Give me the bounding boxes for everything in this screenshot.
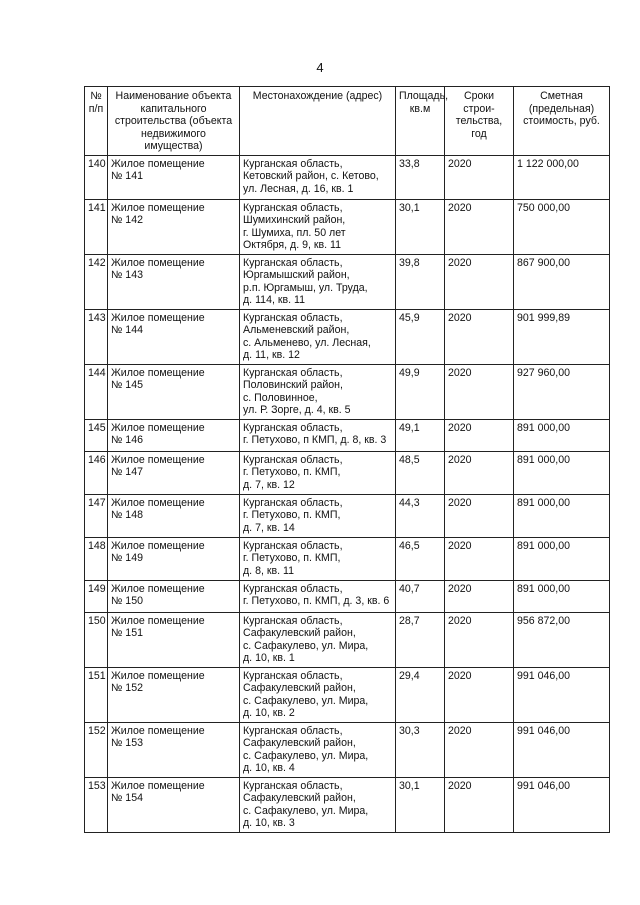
row-term: 2020 (445, 451, 514, 494)
address-line: Курганская область, (243, 582, 343, 595)
row-term: 2020 (445, 199, 514, 254)
row-area: 30,1 (396, 777, 445, 832)
name-line: № 143 (111, 269, 143, 281)
row-number: 152 (85, 722, 108, 777)
table-row (85, 494, 610, 537)
row-name (108, 777, 240, 832)
row-area: 40,7 (396, 580, 445, 612)
row-name (108, 309, 240, 364)
name-line: № 144 (111, 324, 143, 336)
name-line: № 149 (111, 552, 143, 564)
row-name (108, 612, 240, 667)
address-line: ул. Лесная, д. 16, кв. 1 (243, 182, 354, 195)
row-address (240, 309, 396, 364)
table-row (85, 155, 610, 199)
row-name (108, 419, 240, 451)
row-term: 2020 (445, 612, 514, 667)
address-line: с. Половинное, (243, 391, 318, 404)
name-line: Жилое помещение (111, 366, 205, 379)
address-line: г. Петухово, п. КМП, (243, 509, 341, 521)
header-name: Наименование объекта капитального строительства (объекта недвижимого имущества) (108, 87, 240, 156)
row-address (240, 254, 396, 309)
address-line: Курганская область, (243, 311, 343, 324)
row-name (108, 199, 240, 254)
table-row (85, 612, 610, 667)
row-term: 2020 (445, 722, 514, 777)
row-area: 48,5 (396, 451, 445, 494)
row-number: 145 (85, 419, 108, 451)
row-area: 46,5 (396, 537, 445, 580)
address-line: г. Петухово, п. КМП, (243, 466, 341, 478)
table-row (85, 309, 610, 364)
row-term: 2020 (445, 419, 514, 451)
address-line: Курганская область, (243, 453, 343, 466)
address-line: с. Сафакулево, ул. Мира, (243, 694, 369, 707)
row-number: 143 (85, 309, 108, 364)
row-number: 146 (85, 451, 108, 494)
row-number: 141 (85, 199, 108, 254)
header-cost: Сметная (предельная) стоимость, руб. (514, 87, 610, 156)
table-row (85, 580, 610, 612)
address-line: Курганская область, (243, 724, 343, 737)
row-address (240, 722, 396, 777)
row-number: 151 (85, 667, 108, 722)
row-number: 150 (85, 612, 108, 667)
row-number: 153 (85, 777, 108, 832)
address-line: д. 7, кв. 12 (243, 478, 295, 491)
row-term: 2020 (445, 364, 514, 419)
row-address (240, 494, 396, 537)
address-line: р.п. Юргамыш, ул. Труда, (243, 281, 368, 294)
name-line: Жилое помещение (111, 311, 205, 324)
row-address (240, 667, 396, 722)
row-number: 147 (85, 494, 108, 537)
row-name (108, 155, 240, 199)
row-area: 28,7 (396, 612, 445, 667)
name-line: Жилое помещение (111, 614, 205, 627)
header-area: Площадь, кв.м (396, 87, 445, 156)
row-area: 44,3 (396, 494, 445, 537)
table-row (85, 364, 610, 419)
address-line: г. Шумиха, пл. 50 лет (243, 226, 346, 239)
header-num: № п/п (85, 87, 108, 156)
address-line: с. Сафакулево, ул. Мира, (243, 804, 369, 817)
row-address (240, 451, 396, 494)
row-cost: 1 122 000,00 (514, 155, 610, 199)
row-term: 2020 (445, 667, 514, 722)
table-header-row (85, 87, 610, 156)
row-number: 149 (85, 580, 108, 612)
name-line: № 150 (111, 595, 143, 607)
address-line: Юргамышский район, (243, 269, 350, 281)
row-cost: 991 046,00 (514, 722, 610, 777)
row-area: 49,9 (396, 364, 445, 419)
row-area: 29,4 (396, 667, 445, 722)
row-term: 2020 (445, 537, 514, 580)
address-line: Курганская область, (243, 614, 343, 627)
row-cost: 891 000,00 (514, 580, 610, 612)
row-cost: 991 046,00 (514, 777, 610, 832)
header-term: Сроки строи-тельства, год (445, 87, 514, 156)
address-line: д. 8, кв. 11 (243, 564, 294, 577)
address-line: Октября, д. 9, кв. 11 (243, 239, 342, 251)
row-address (240, 199, 396, 254)
table-row (85, 419, 610, 451)
name-line: Жилое помещение (111, 669, 205, 682)
row-term: 2020 (445, 309, 514, 364)
row-term: 2020 (445, 254, 514, 309)
address-line: д. 11, кв. 12 (243, 349, 300, 361)
table-row (85, 537, 610, 580)
row-number: 140 (85, 155, 108, 199)
name-line: Жилое помещение (111, 421, 205, 434)
row-name (108, 451, 240, 494)
row-cost: 891 000,00 (514, 419, 610, 451)
address-line: Курганская область, (243, 157, 343, 170)
name-line: № 151 (111, 627, 143, 639)
row-number: 148 (85, 537, 108, 580)
objects-table (84, 86, 610, 833)
name-line: № 147 (111, 466, 143, 478)
row-area: 33,8 (396, 155, 445, 199)
name-line: Жилое помещение (111, 453, 205, 466)
name-line: № 153 (111, 737, 143, 749)
row-address (240, 537, 396, 580)
page-number: 4 (316, 60, 324, 75)
row-cost: 927 960,00 (514, 364, 610, 419)
address-line: г. Петухово, п КМП, д. 8, кв. 3 (243, 434, 387, 446)
row-name (108, 667, 240, 722)
row-area: 39,8 (396, 254, 445, 309)
row-term: 2020 (445, 494, 514, 537)
row-cost: 901 999,89 (514, 309, 610, 364)
address-line: Курганская область, (243, 366, 343, 379)
row-name (108, 494, 240, 537)
address-line: Курганская область, (243, 256, 343, 269)
address-line: Шумихинский район, (243, 214, 346, 226)
address-line: Сафакулевский район, (243, 737, 356, 749)
name-line: № 146 (111, 434, 143, 446)
row-address (240, 580, 396, 612)
name-line: Жилое помещение (111, 724, 205, 737)
row-cost: 891 000,00 (514, 537, 610, 580)
row-address (240, 155, 396, 199)
table-row (85, 667, 610, 722)
row-cost: 891 000,00 (514, 451, 610, 494)
address-line: с. Альменево, ул. Лесная, (243, 336, 371, 349)
address-line: Альменевский район, (243, 324, 350, 336)
row-area: 30,1 (396, 199, 445, 254)
row-term: 2020 (445, 155, 514, 199)
table-row (85, 777, 610, 832)
row-address (240, 612, 396, 667)
name-line: Жилое помещение (111, 539, 205, 552)
address-line: с. Сафакулево, ул. Мира, (243, 749, 369, 762)
address-line: д. 114, кв. 11 (243, 294, 305, 306)
name-line: № 141 (111, 170, 143, 182)
row-number: 142 (85, 254, 108, 309)
name-line: № 148 (111, 509, 143, 521)
address-line: ул. Р. Зорге, д. 4, кв. 5 (243, 404, 351, 416)
name-line: Жилое помещение (111, 582, 205, 595)
address-line: Курганская область, (243, 201, 343, 214)
name-line: Жилое помещение (111, 157, 205, 170)
address-line: д. 10, кв. 1 (243, 652, 295, 664)
row-cost: 956 872,00 (514, 612, 610, 667)
table-row (85, 451, 610, 494)
row-cost: 750 000,00 (514, 199, 610, 254)
row-term: 2020 (445, 580, 514, 612)
row-name (108, 364, 240, 419)
address-line: Сафакулевский район, (243, 792, 356, 804)
header-address: Местонахождение (адрес) (240, 87, 396, 156)
name-line: № 152 (111, 682, 143, 694)
table-row (85, 199, 610, 254)
row-number: 144 (85, 364, 108, 419)
row-name (108, 254, 240, 309)
row-area: 45,9 (396, 309, 445, 364)
address-line: г. Петухово, п. КМП, (243, 552, 341, 564)
address-line: Курганская область, (243, 496, 343, 509)
row-address (240, 419, 396, 451)
table-row (85, 722, 610, 777)
table-body (85, 155, 610, 832)
row-address (240, 364, 396, 419)
table-row (85, 254, 610, 309)
address-line: Кетовский район, с. Кетово, (243, 170, 379, 182)
name-line: № 145 (111, 379, 143, 391)
address-line: Сафакулевский район, (243, 682, 356, 694)
address-line: д. 7, кв. 14 (243, 521, 295, 534)
address-line: Курганская область, (243, 779, 343, 792)
address-line: Курганская область, (243, 421, 343, 434)
row-area: 30,3 (396, 722, 445, 777)
name-line: Жилое помещение (111, 201, 205, 214)
address-line: с. Сафакулево, ул. Мира, (243, 639, 369, 652)
row-name (108, 580, 240, 612)
name-line: Жилое помещение (111, 256, 205, 269)
row-cost: 891 000,00 (514, 494, 610, 537)
address-line: Сафакулевский район, (243, 627, 356, 639)
name-line: Жилое помещение (111, 779, 205, 792)
row-cost: 991 046,00 (514, 667, 610, 722)
row-name (108, 537, 240, 580)
row-term: 2020 (445, 777, 514, 832)
row-area: 49,1 (396, 419, 445, 451)
name-line: № 142 (111, 214, 143, 226)
row-name (108, 722, 240, 777)
address-line: д. 10, кв. 4 (243, 762, 295, 774)
address-line: Половинский район, (243, 379, 343, 391)
address-line: г. Петухово, п. КМП, д. 3, кв. 6 (243, 595, 390, 607)
address-line: Курганская область, (243, 669, 343, 682)
address-line: д. 10, кв. 2 (243, 707, 295, 719)
row-cost: 867 900,00 (514, 254, 610, 309)
name-line: Жилое помещение (111, 496, 205, 509)
name-line: № 154 (111, 792, 143, 804)
row-address (240, 777, 396, 832)
address-line: д. 10, кв. 3 (243, 817, 295, 829)
address-line: Курганская область, (243, 539, 343, 552)
